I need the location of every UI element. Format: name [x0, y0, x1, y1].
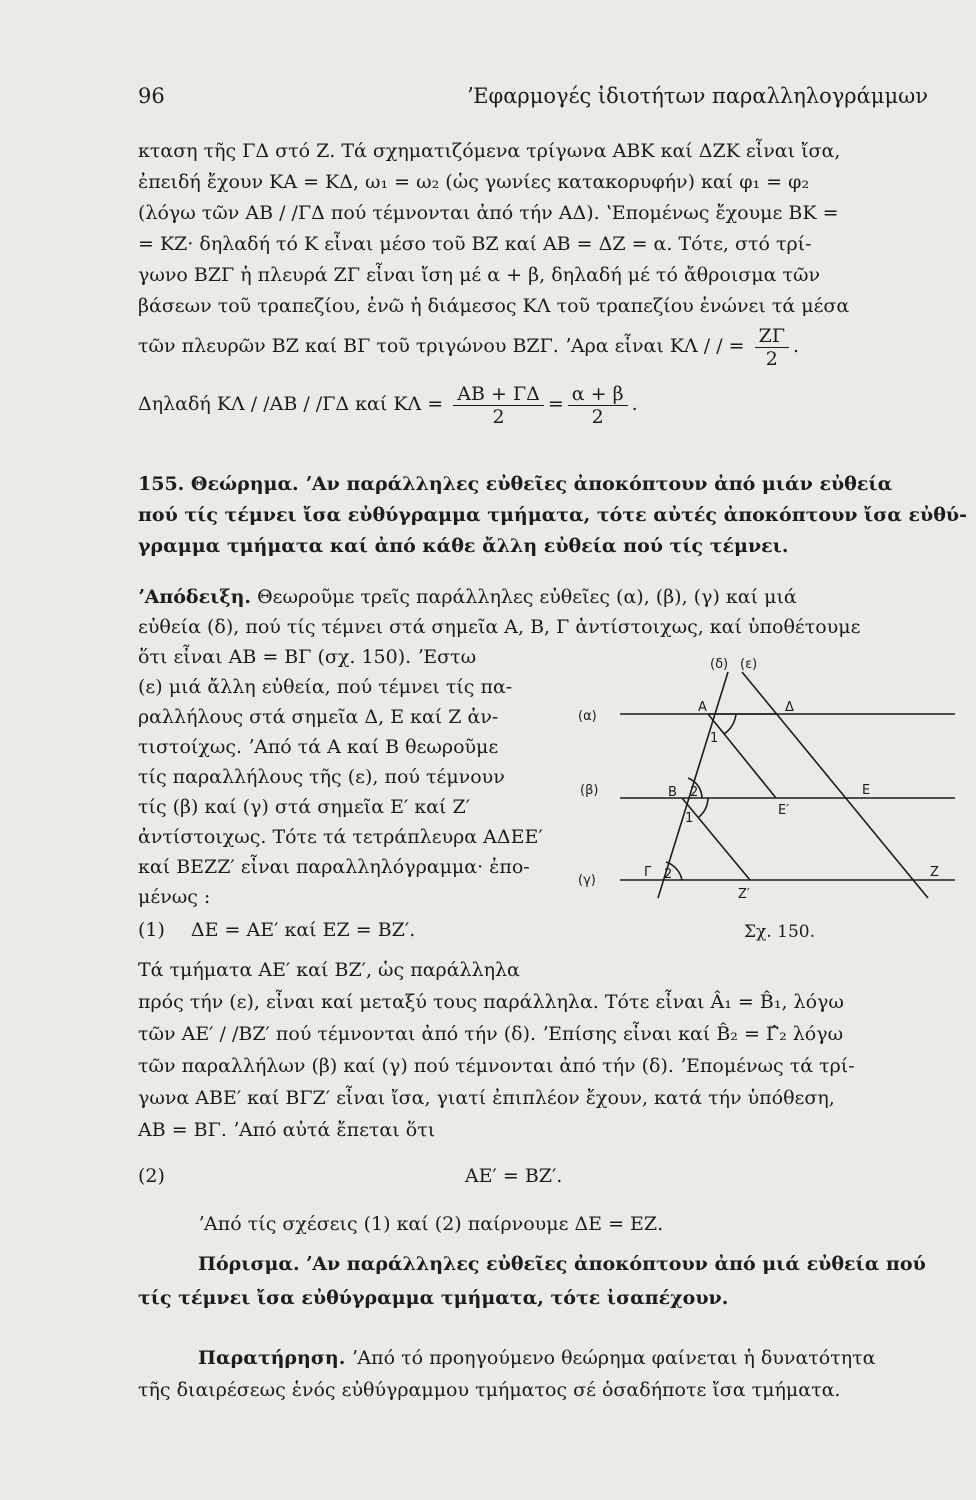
label-line-e: (ε): [740, 657, 758, 672]
running-title: ʼΕφαρμογές ἰδιοτήτων παραλληλογράμμων: [466, 84, 928, 108]
proof-line: καί ΒΕΖΖ′ εἶναι παραλληλόγραμμα· ἐπο-: [138, 856, 530, 878]
point-E: Ε: [862, 783, 871, 798]
formula-line: τῶν πλευρῶν ΒΖ καί ΒΓ τοῦ τριγώνου ΒΖΓ. ʼΑρα εἶναι ΚΛ / / = $\frac{Z\Gamma}{2}$ .: [138, 324, 800, 370]
proof-line: ΑΒ = ΒΓ. ʼΑπό αὐτά ἔπεται ὅτι: [138, 1119, 436, 1141]
proof-line: τιστοίχως. ʼΑπό τά Α καί Β θεωροῦμε: [138, 736, 499, 758]
proof-line: ραλλήλους στά σημεῖα Δ, Ε καί Ζ ἀν-: [138, 706, 499, 728]
angle-arc: [724, 714, 736, 734]
label-line-d: (δ): [710, 657, 729, 672]
proof-line: ἀντίστοιχως. Τότε τά τετράπλευρα ΑΔΕΕ′: [138, 826, 543, 848]
proof-line: τῶν παραλλήλων (β) καί (γ) πού τέμνονται ἀπό τήν (δ). ʼΕπομένως τά τρί-: [138, 1055, 855, 1077]
text-line: κταση τῆς ΓΔ στό Ζ. Τά σχηματιζόμενα τρίγωνα ΑΒΚ καί ΔΖΚ εἶναι ἴσα,: [138, 140, 841, 162]
equation-2: (2) ΑΕ′ = ΒΖ′.: [138, 1165, 563, 1187]
remark-line: Παρατήρηση. ʼΑπό τό προηγούμενο θεώρημα φαίνεται ἡ δυνατότητα: [198, 1347, 876, 1369]
theorem-line: πού τίς τέμνει ἴσα εὐθύγραμμα τμήματα, τότε αὐτές ἀποκόπτουν ἴσα εὐθύ-: [138, 504, 967, 526]
text-line: = ΚΖ· δηλαδή τό Κ εἶναι μέσο τοῦ ΒΖ καί ΑΒ = ΔΖ = α. Τότε, στό τρί-: [138, 233, 812, 255]
angle-label: 2: [690, 785, 699, 800]
proof-label: ʼΑπόδειξη.: [138, 586, 252, 608]
angle-label: 2: [664, 867, 673, 882]
segment-AEprime: [708, 714, 776, 798]
fraction: $\frac{\alpha + \beta}{2}$: [568, 383, 628, 428]
angle-arc: [699, 798, 708, 817]
proof-line: εὐθεία (δ), πού τίς τέμνει στά σημεῖα Α, Β, Γ ἀντίστοιχως, καί ὑποθέτουμε: [138, 616, 861, 638]
proof-line: τῶν ΑΕ′ / /ΒΖ′ πού τέμνονται ἀπό τήν (δ). ʼΕπίσης εἶναι καί B̂₂ = Γ̂₂ λόγω: [138, 1023, 844, 1045]
point-Z-prime: Ζ′: [738, 887, 750, 902]
proof-line: μένως :: [138, 886, 211, 908]
fraction: $\frac{Z\Gamma}{2}$: [755, 325, 789, 370]
line-e: [742, 672, 928, 898]
proof-line: πρός τήν (ε), εἶναι καί μεταξύ τους παράλληλα. Τότε εἶναι Â₁ = B̂₁, λόγω: [138, 991, 844, 1013]
formula-line: Δηλαδή ΚΛ / /ΑΒ / /ΓΔ καί ΚΛ = $\frac{AB + \Gamma\Delta}{2}$ = $\frac{\alpha + \beta}{2}$ .: [138, 382, 638, 428]
corollary-line: Πόρισμα. ʼΑν παράλληλες εὐθεῖες ἀποκόπτουν ἀπό μιά εὐθεία πού: [198, 1253, 926, 1275]
point-A: Α: [698, 700, 707, 715]
text-line: βάσεων τοῦ τραπεζίου, ἐνῶ ἡ διάμεσος ΚΛ τοῦ τραπεζίου ἑνώνει τά μέσα: [138, 295, 850, 317]
remark-label: Παρατήρηση.: [198, 1347, 346, 1369]
page-number: 96: [138, 84, 165, 108]
figure-caption: Σχ. 150.: [744, 922, 815, 942]
label-line-b: (β): [580, 783, 599, 798]
point-B: Β: [668, 785, 677, 800]
corollary-label: Πόρισμα.: [198, 1253, 300, 1275]
proof-line: (ε) μιά ἄλλη εὐθεία, πού τέμνει τίς πα-: [138, 676, 513, 698]
point-E-prime: Ε′: [778, 803, 790, 818]
proof-conclusion: ʼΑπό τίς σχέσεις (1) καί (2) παίρνουμε ΔΕ = ΕΖ.: [198, 1213, 664, 1235]
corollary-line: τίς τέμνει ἴσα εὐθύγραμμα τμήματα, τότε ἰσαπέχουν.: [138, 1287, 729, 1309]
angle-label: 1: [710, 731, 719, 746]
text-line: γωνο ΒΖΓ ἡ πλευρά ΖΓ εἶναι ἴση μέ α + β, δηλαδή μέ τό ἄθροισμα τῶν: [138, 264, 821, 286]
proof-line: τίς παραλλήλους τῆς (ε), πού τέμνουν: [138, 766, 505, 788]
fraction: $\frac{AB + \Gamma\Delta}{2}$: [453, 383, 544, 428]
label-line-g: (γ): [578, 873, 596, 888]
proof-line: τίς (β) καί (γ) στά σημεῖα Ε′ καί Ζ′: [138, 796, 471, 818]
text-line: (λόγω τῶν ΑΒ / /ΓΔ πού τέμνονται ἀπό τήν ΑΔ). ʽΕπομένως ἔχουμε ΒΚ =: [138, 202, 839, 224]
proof-line: Τά τμήματα ΑΕ′ καί ΒΖ′, ὡς παράλληλα: [138, 959, 520, 981]
theorem-number: 155. Θεώρημα.: [138, 473, 299, 495]
point-Z: Ζ: [930, 865, 939, 880]
figure-150: [560, 650, 960, 920]
angle-label: 1: [685, 811, 694, 826]
proof-line: γωνα ΑΒΕ′ καί ΒΓΖ′ εἶναι ἴσα, γιατί ἐπιπλέον ἔχουν, κατά τήν ὑπόθεση,: [138, 1087, 835, 1109]
text-line: ἐπειδή ἔχουν ΚΑ = ΚΔ, ω₁ = ω₂ (ὡς γωνίες κατακορυφήν) καί φ₁ = φ₂: [138, 171, 810, 193]
remark-line: τῆς διαιρέσεως ἑνός εὐθύγραμμου τμήματος σέ ὁσαδήποτε ἴσα τμήματα.: [138, 1379, 841, 1401]
equation-1: (1) ΔΕ = ΑΕ′ καί ΕΖ = ΒΖ′.: [138, 919, 416, 941]
proof-line: ὅτι εἶναι ΑΒ = ΒΓ (σχ. 150). ʼΕστω: [138, 646, 477, 668]
theorem-line: 155. Θεώρημα. ʼΑν παράλληλες εὐθεῖες ἀποκόπτουν ἀπό μιάν εὐθεία: [138, 473, 893, 495]
proof-line: ʼΑπόδειξη. Θεωροῦμε τρεῖς παράλληλες εὐθεῖες (α), (β), (γ) καί μιά: [138, 586, 797, 608]
theorem-line: γραμμα τμήματα καί ἀπό κάθε ἄλλη εὐθεία πού τίς τέμνει.: [138, 535, 789, 557]
point-D: Δ: [785, 700, 794, 715]
label-line-a: (α): [578, 709, 597, 724]
point-G: Γ: [644, 865, 652, 880]
